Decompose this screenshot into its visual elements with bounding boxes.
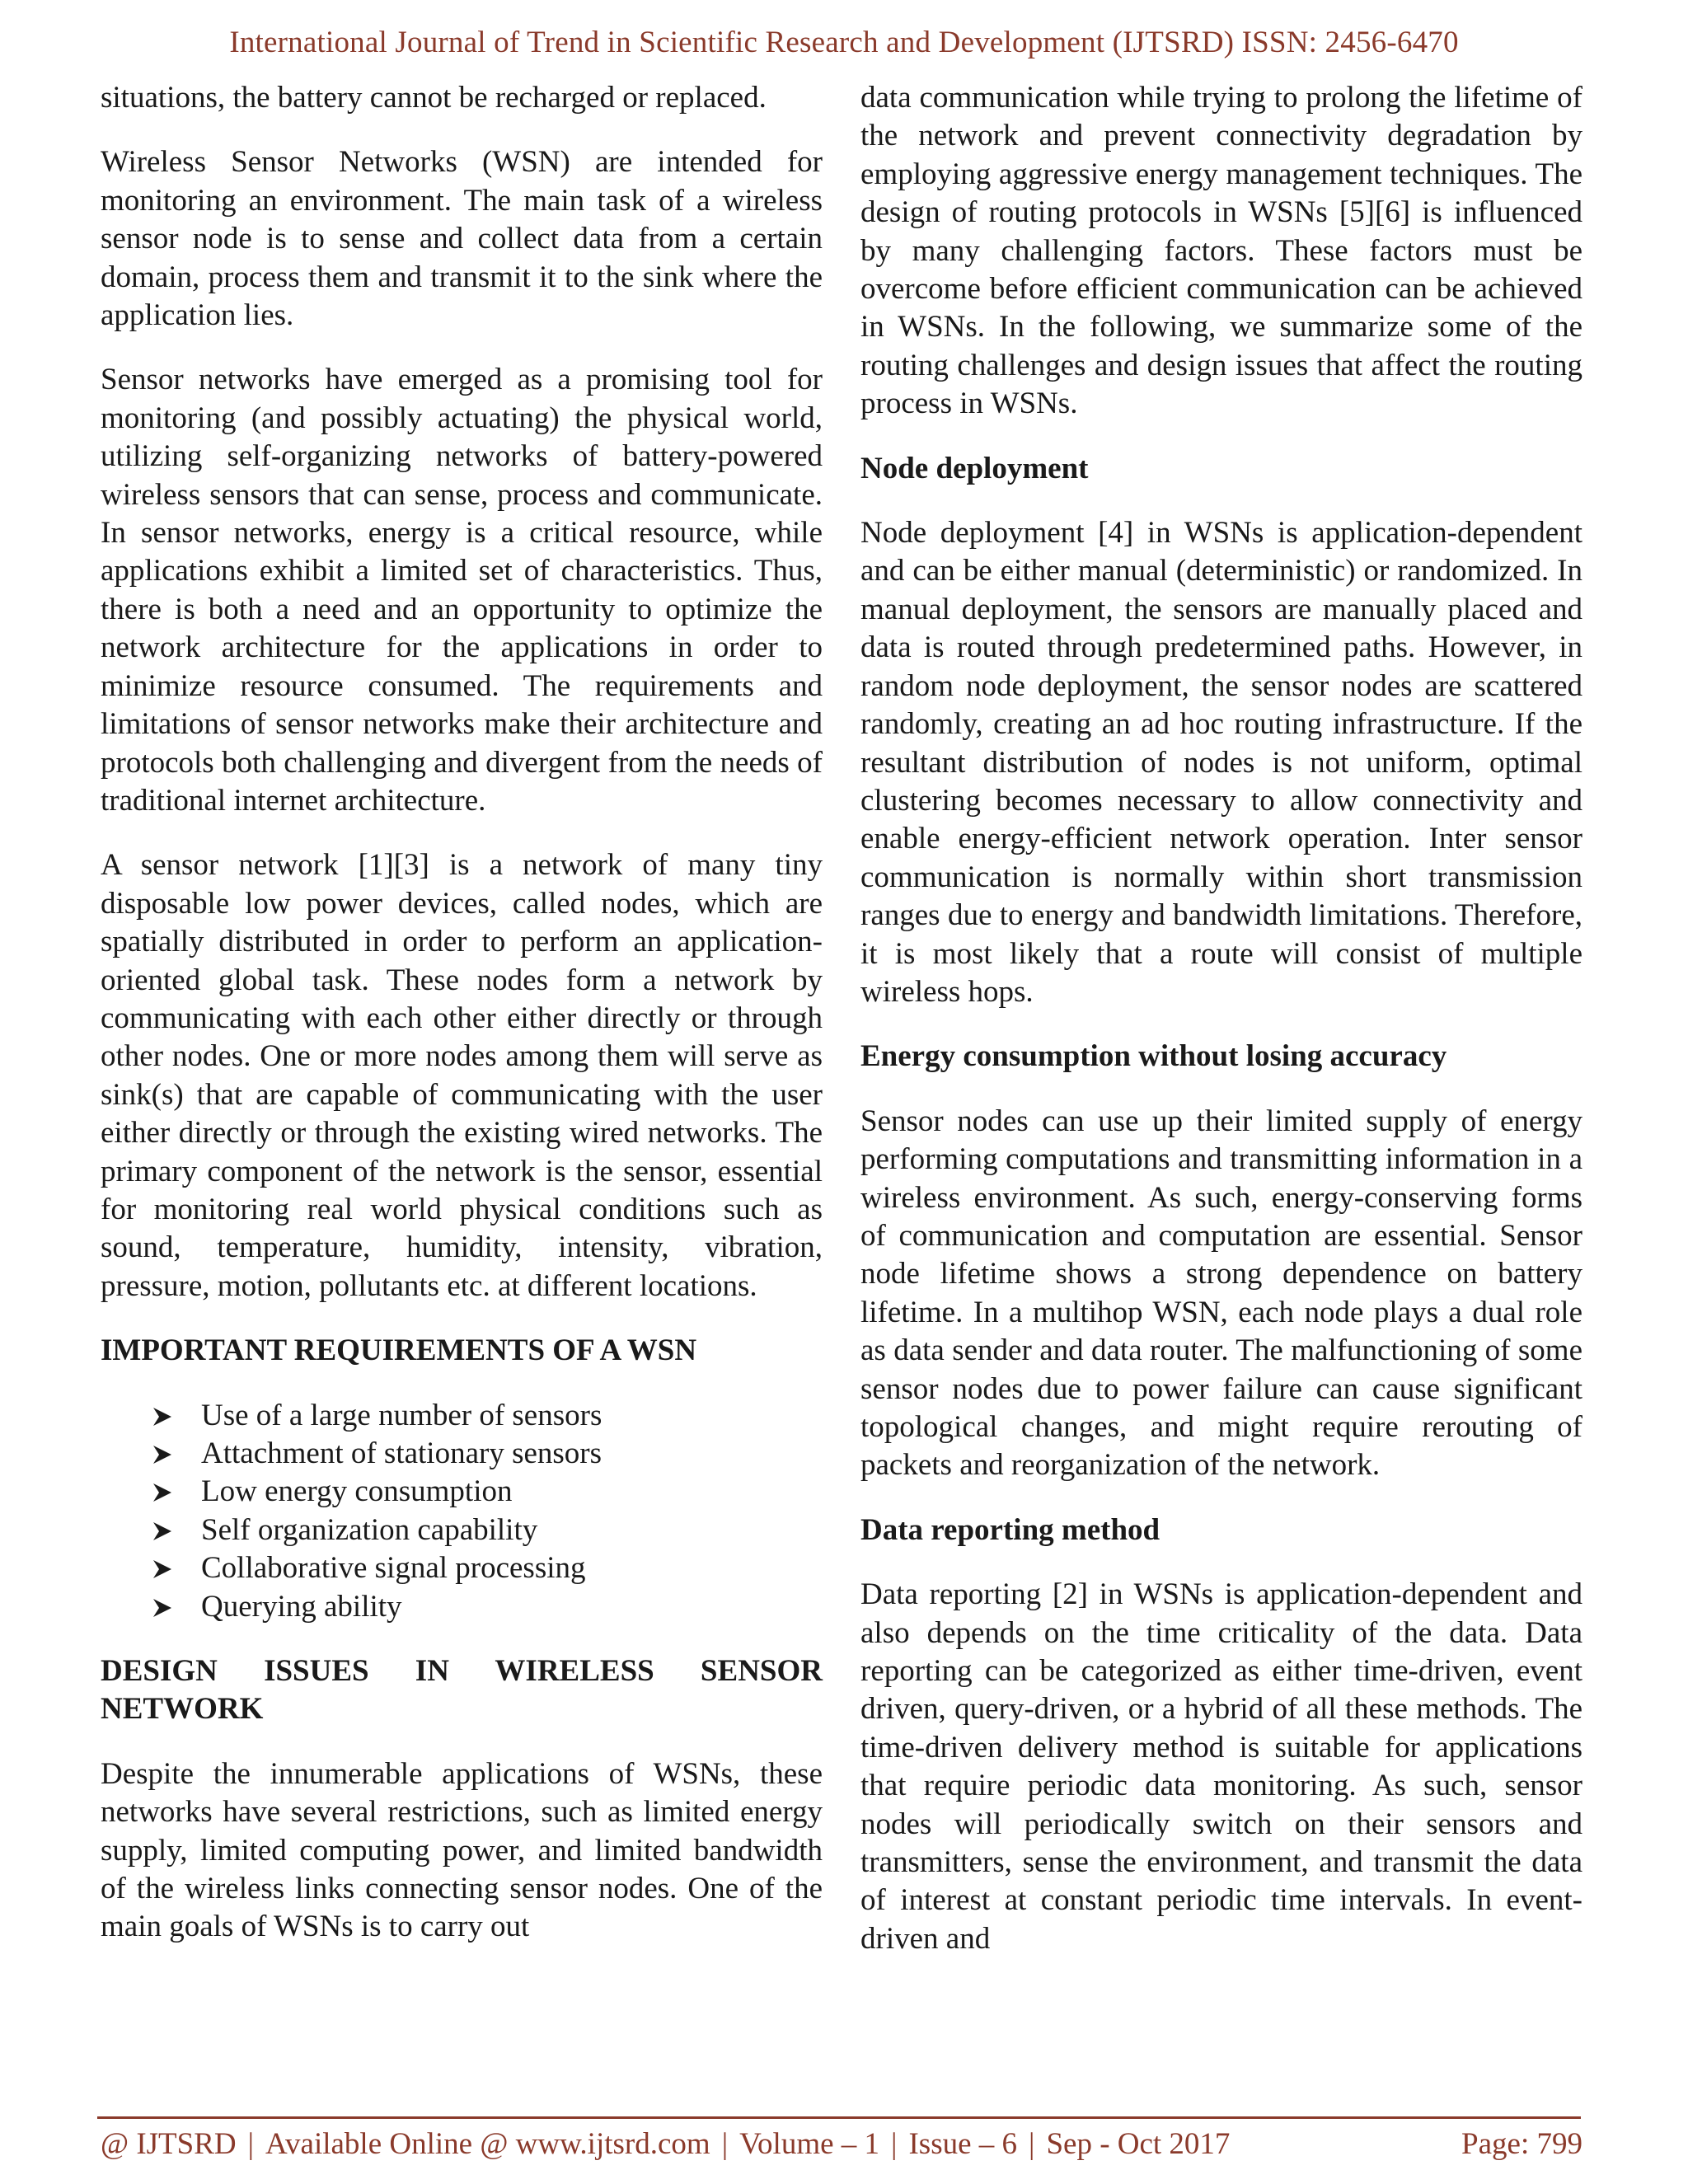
paragraph-routing-challenges: data communication while trying to prolong the lifetime of the network and prevent connectivity degradation by employing aggressive energy management techniques. The design of routing protocols in WSNs [5][6] is influenced by many challenging factors. These factors must be overcome before efficient communication can be achieved in WSNs. In the following, we summarize some of the routing challenges and design issues that affect the routing process in WSNs.	[860, 81, 1582, 421]
arrowhead-bullet-icon	[152, 1397, 201, 1435]
left-column	[101, 79, 823, 1947]
paragraph-battery: situations, the battery cannot be recharged or replaced.	[101, 81, 767, 115]
list-item	[152, 1435, 823, 1473]
footer-page-number: Page: 799	[1461, 2127, 1582, 2161]
paragraph-sensor-network-definition: A sensor network [1][3] is a network of many tiny disposable low power devices, called nodes, which are spatially distributed in order to perform an application-oriented global task. These nodes form a network by communicating with each other either directly or through other nodes. One or more nodes among them will serve as sink(s) that are capable of communicating with the user either directly or through the existing wired networks. The primary component of the network is the sensor, essential for monitoring real world physical conditions such as sound, temperature, humidity, intensity, vibration, pressure, motion, pollutants etc. at different locations.	[101, 848, 823, 1303]
list-item-text: Low energy consumption	[201, 1474, 513, 1509]
list-item-text: Self organization capability	[201, 1512, 538, 1547]
list-item	[152, 1588, 823, 1626]
footer-issue: Issue – 6	[908, 2127, 1018, 2161]
heading-design-issues-line-1: DESIGN ISSUES IN WIRELESS SENSOR	[101, 1654, 823, 1689]
list-item-text: Querying ability	[201, 1589, 402, 1624]
paragraph-data-reporting: Data reporting [2] in WSNs is application-dependent and also depends on the time criticality of the data. Data reporting can be categorized as either time-driven, event driven, query-driven, or a hybrid of all these methods. The time-driven delivery method is suitable for applications that require periodic data monitoring. As such, sensor nodes will periodically switch on their sensors and transmitters, sense the environment, and transmit the data of interest at constant periodic time intervals. In event-driven and	[860, 1577, 1582, 1956]
heading-node-deployment: Node deployment	[860, 451, 1089, 485]
footer-volume: Volume – 1	[739, 2127, 880, 2161]
requirements-list	[101, 1397, 823, 1626]
arrowhead-bullet-icon	[152, 1511, 201, 1549]
arrowhead-bullet-icon	[152, 1435, 201, 1473]
journal-header: International Journal of Trend in Scientific Research and Development (IJTSRD) ISSN: 2456-6470	[229, 26, 1459, 59]
footer-left: @ IJTSRD | Available Online @ www.ijtsrd.com | Volume – 1 | Issue – 6 | Sep - Oct 2017	[101, 2127, 1231, 2161]
paragraph-node-deployment: Node deployment [4] in WSNs is application-dependent and can be either manual (deterministic) or randomized. In manual deployment, the sensors are manually placed and data is routed through predetermined paths. However, in random node deployment, the sensor nodes are scattered randomly, creating an ad hoc routing infrastructure. If the resultant distribution of nodes is not uniform, optimal clustering becomes necessary to allow connectivity and enable energy-efficient network operation. Inter sensor communication is normally within short transmission ranges due to energy and bandwidth limitations. Therefore, it is most likely that a route will consist of multiple wireless hops.	[860, 516, 1582, 1009]
heading-data-reporting: Data reporting method	[860, 1512, 1160, 1547]
paragraph-energy-consumption: Sensor nodes can use up their limited supply of energy performing computations and transmitting information in a wireless environment. As such, energy-conserving forms of communication and computation are essential. Sensor node lifetime shows a strong dependence on battery lifetime. In a multihop WSN, each node plays a dual role as data sender and data router. The malfunctioning of some sensor nodes due to power failure can cause significant topological changes, and might require rerouting of packets and reorganization of the network.	[860, 1104, 1582, 1483]
list-item	[152, 1549, 823, 1587]
paragraph-wsn-intro: Wireless Sensor Networks (WSN) are intended for monitoring an environment. The main task of a wireless sensor node is to sense and collect data from a certain domain, process them and transmit it to the sink where the application lies.	[101, 145, 823, 333]
paragraph-sensor-networks: Sensor networks have emerged as a promising tool for monitoring (and possibly actuating) the physical world, utilizing self-organizing networks of battery-powered wireless sensors that can sense, process and communicate. In sensor networks, energy is a critical resource, while applications exhibit a limited set of characteristics. Thus, there is both a need and an opportunity to optimize the network architecture for the applications in order to minimize resource consumed. The requirements and limitations of sensor networks make their architecture and protocols both challenging and divergent from the needs of traditional internet architecture.	[101, 363, 823, 818]
arrowhead-bullet-icon	[152, 1588, 201, 1626]
heading-requirements: IMPORTANT REQUIREMENTS OF A WSN	[101, 1333, 697, 1368]
paragraph-restrictions: Despite the innumerable applications of WSNs, these networks have several restrictions, such as limited energy supply, limited computing power, and limited bandwidth of the wireless links connecting sensor nodes. One of the main goals of WSNs is to carry out	[101, 1756, 823, 1944]
page-footer	[101, 2126, 1582, 2162]
heading-design-issues-line-2: NETWORK	[101, 1692, 264, 1727]
arrowhead-bullet-icon	[152, 1473, 201, 1511]
right-column	[860, 79, 1582, 1958]
list-item	[152, 1397, 823, 1435]
list-item-text: Attachment of stationary sensors	[201, 1436, 603, 1470]
heading-design-issues	[101, 1652, 823, 1729]
footer-availability: Available Online @ www.ijtsrd.com	[265, 2127, 710, 2161]
list-item	[152, 1473, 823, 1511]
heading-energy-consumption: Energy consumption without losing accuracy	[860, 1039, 1447, 1074]
footer-date: Sep - Oct 2017	[1046, 2127, 1231, 2161]
list-item-text: Use of a large number of sensors	[201, 1398, 603, 1432]
footer-divider	[97, 2116, 1581, 2119]
list-item-text: Collaborative signal processing	[201, 1551, 586, 1586]
arrowhead-bullet-icon	[152, 1549, 201, 1587]
list-item	[152, 1511, 823, 1549]
footer-publisher: @ IJTSRD	[101, 2127, 237, 2161]
